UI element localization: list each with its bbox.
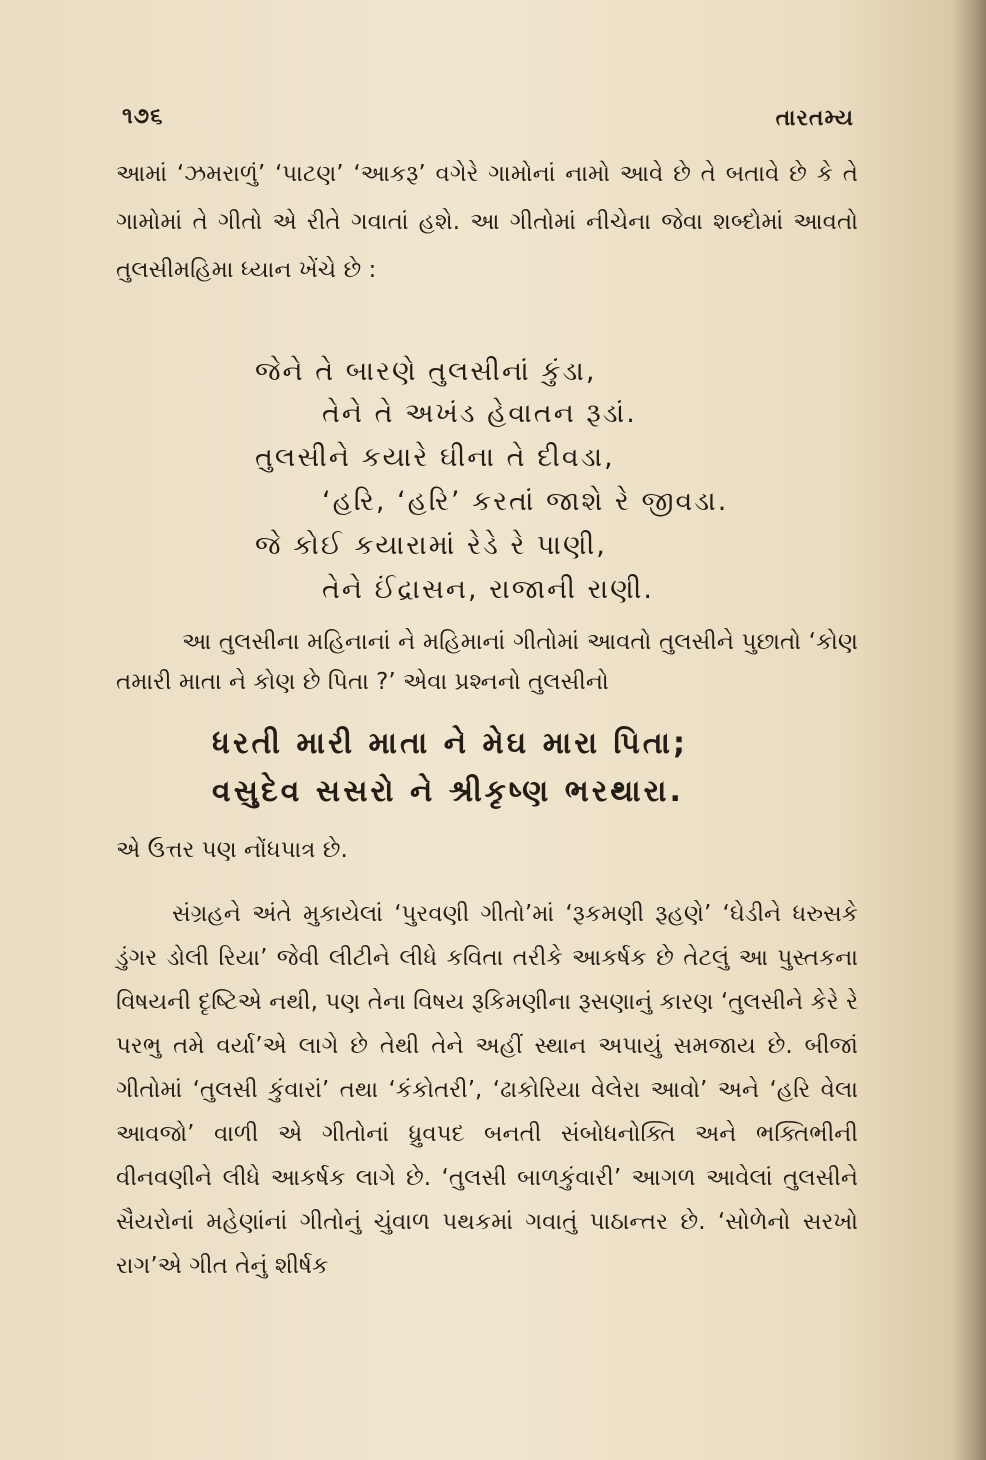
verse-line: તેને ઈંદ્રાસન, રાજાની રાણી. xyxy=(322,574,654,605)
running-title: તારતમ્ય xyxy=(775,106,854,131)
verse-line: વસુદેવ સસરો ને શ્રીકૃષ્ણ ભરથારા. xyxy=(212,774,684,809)
paragraph-appendix-songs: સંગ્રહને અંતે મુકાયેલાં ‘પુરવણી ગીતો’માં ‘રૂકમણી રૂહણે’ ‘ઘેડીને ધરુસકે ડુંગર ડોલી રિયા’ જેવી લીટીને લીધે કવિતા તરીકે આકર્ષક છે તેટલું આ પુસ્તકના વિષયની દૃષ્ટિએ નથી, પણ તેના વિષય રૂકિમણીના રૂસણાનું કારણ ‘તુલસીને કેરે રે પરભુ તમે વર્યા’એ લાગે છે તેથી તેને અહીં સ્થાન અપાયું સમજાય છે. બીજાં ગીતોમાં ‘તુલસી કુંવારાં’ તથા ‘કંકોતરી’, ‘ઢાકોરિયા વેલેરા આવો’ અને ‘હરિ વેલા આવજો’ વાળી એ ગીતોનાં ધ્રુવપદ બનતી સંબોધનોક્તિ અને ભક્તિભીની વીનવણીને લીધે આકર્ષક લાગે છે. ‘તુલસી બાળકુંવારી’ આગળ આવેલાં તુલસીને સૈયરોનાં મહેણાંનાં ગીતોનું ચુંવાળ પથકમાં ગવાતું પાઠાન્તર છે. ‘સોળેનો સરખો રાગ’એ ગીત તેનું શીર્ષક xyxy=(116,901,858,1279)
verse-line: જે કોઈ કયારામાં રેડે રે પાણી, xyxy=(255,530,607,561)
paragraph-answer-note: એ ઉત્તર પણ નોંધપાત્ર છે. xyxy=(116,837,348,863)
verse-line: જેને તે બારણે તુલસીનાં કુંડા, xyxy=(255,356,597,387)
paragraph-question: આ તુલસીના મહિનાનાં ને મહિમાનાં ગીતોમાં આવતો તુલસીને પુછાતો ‘કોણ તમારી માતા ને કોણ છે પિતા ?’ એવા પ્રશ્નનો તુલસીનો xyxy=(116,629,858,695)
page-number: ૧૭૬ xyxy=(122,104,164,129)
verse-line: તુલસીને કયારે ઘીના તે દીવડા, xyxy=(255,442,615,473)
verse-line: તેને તે અખંડ હેવાતન રૂડાં. xyxy=(322,398,637,429)
verse-line: ‘હરિ, ‘હરિ’ કરતાં જાશે રે જીવડા. xyxy=(322,486,729,517)
verse-line: ધરતી મારી માતા ને મેઘ મારા પિતા; xyxy=(212,726,689,761)
page-fold-shadow xyxy=(952,0,986,1460)
paragraph-intro: આમાં ‘ઝમરાળું’ ‘પાટણ’ ‘આકરૂ’ વગેરે ગામોનાં નામો આવે છે તે બતાવે છે કે તે ગામોમાં તે ગીતો એ રીતે ગવાતાં હશે. આ ગીતોમાં નીચેના જેવા શબ્દોમાં આવતો તુલસીમહિમા ધ્યાન ખેંચે છે : xyxy=(116,161,858,283)
